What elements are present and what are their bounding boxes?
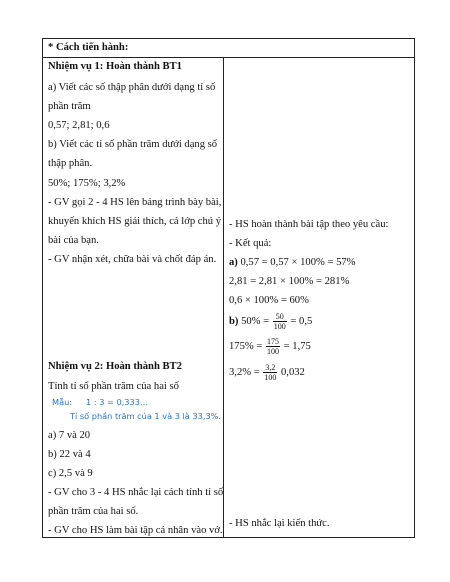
task1-a-line2: phần trăm bbox=[48, 101, 91, 112]
table-header-row bbox=[43, 39, 414, 58]
fraction-50-100: $\frac{50}{100}$ bbox=[273, 312, 286, 331]
fraction-3-2-100: $\frac{3,2}{100}$ bbox=[264, 363, 277, 382]
fraction-175-100: $\frac{175}{100}$ bbox=[267, 337, 279, 356]
task2-title: Nhiệm vụ 2: Hoàn thành BT2 bbox=[48, 361, 182, 372]
task2-item-a: a) 7 và 20 bbox=[48, 430, 91, 441]
sample-calc: 1 : 3 = 0,333… bbox=[86, 397, 149, 407]
task1-b-line1: b) Viết các tỉ số phần trăm dưới dạng số bbox=[48, 139, 218, 150]
lesson-table bbox=[42, 38, 415, 538]
sample-result: Tỉ số phần trăm của 1 và 3 là 33,3%. bbox=[70, 411, 222, 421]
gv-instruction-6: phần trăm của hai số. bbox=[48, 506, 139, 517]
sample-box bbox=[52, 395, 220, 423]
task1-b-values: 50%; 175%; 3,2% bbox=[48, 178, 126, 189]
column-divider bbox=[223, 58, 224, 537]
answer-b-line3: 3,2% = $\frac{3,2}{100}$ 0,032 bbox=[229, 363, 305, 382]
answer-a-line3: 0,6 × 100% = 60% bbox=[229, 295, 309, 306]
hs-review-line: - HS nhắc lại kiến thức. bbox=[229, 518, 330, 529]
gv-instruction-4: - GV nhận xét, chữa bài và chốt đáp án. bbox=[48, 254, 217, 265]
answer-a-line2: 2,81 = 2,81 × 100% = 281% bbox=[229, 276, 350, 287]
task2-item-c: c) 2,5 và 9 bbox=[48, 468, 93, 479]
gv-instruction-2: khuyến khích HS giải thích, cả lớp chú ý bbox=[48, 216, 222, 227]
answer-b-line2: 175% = $\frac{175}{100}$ = 1,75 bbox=[229, 337, 311, 356]
task1-a-line1: a) Viết các số thập phân dưới dạng tỉ số bbox=[48, 82, 216, 93]
task1-a-values: 0,57; 2,81; 0,6 bbox=[48, 120, 110, 131]
gv-instruction-1: - GV gọi 2 - 4 HS lên bảng trình bày bài, bbox=[48, 197, 222, 208]
task1-b-line2: thập phân. bbox=[48, 158, 93, 169]
gv-instruction-3: bài của bạn. bbox=[48, 235, 99, 246]
gv-instruction-5: - GV cho 3 - 4 HS nhắc lại cách tính tỉ số bbox=[48, 487, 224, 498]
result-heading: - Kết quả: bbox=[229, 238, 272, 249]
sample-label: Mẫu: bbox=[52, 397, 73, 407]
gv-instruction-7: - GV cho HS làm bài tập cá nhân vào vở. bbox=[48, 525, 223, 536]
answer-b-line1: b) 50% = $\frac{50}{100}$ = 0,5 bbox=[229, 312, 313, 331]
answer-a-line1: a) 0,57 = 0,57 × 100% = 57% bbox=[229, 257, 356, 268]
task2-description: Tính tỉ số phần trăm của hai số bbox=[48, 381, 179, 392]
hs-complete-line: - HS hoàn thành bài tập theo yêu cầu: bbox=[229, 219, 389, 230]
task1-title: Nhiệm vụ 1: Hoàn thành BT1 bbox=[48, 61, 182, 72]
procedure-heading: * Cách tiến hành: bbox=[48, 42, 129, 53]
task2-item-b: b) 22 và 4 bbox=[48, 449, 91, 460]
